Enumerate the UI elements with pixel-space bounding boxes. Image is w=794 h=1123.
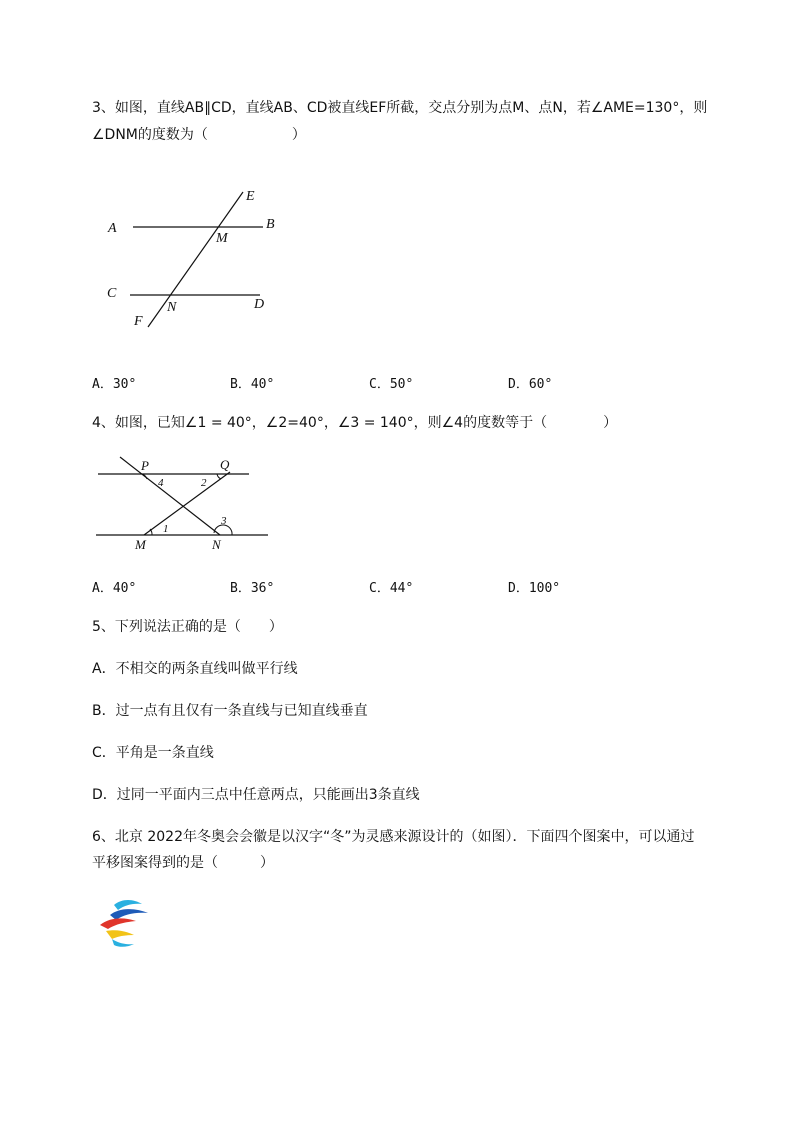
label-c: C bbox=[107, 286, 117, 301]
line-pn bbox=[120, 457, 220, 535]
q4-option-c[interactable]: C．44° bbox=[369, 581, 414, 596]
label-m4: M bbox=[135, 537, 146, 552]
q5-stem: 5、下列说法正确的是（ ） bbox=[92, 619, 283, 635]
winter-olympics-emblem-icon bbox=[96, 895, 152, 951]
q4-option-d[interactable]: D．100° bbox=[508, 581, 561, 596]
label-angle-3: 3 bbox=[221, 515, 227, 527]
q3-option-a[interactable]: A．30° bbox=[92, 377, 137, 392]
label-b: B bbox=[266, 217, 275, 232]
q5-option-a[interactable]: A．不相交的两条直线叫做平行线 bbox=[92, 661, 298, 677]
label-n: N bbox=[167, 300, 177, 315]
label-a: A bbox=[108, 221, 117, 236]
q6-stem-line2: 平移图案得到的是（ ） bbox=[92, 855, 274, 871]
line-qm bbox=[144, 472, 230, 535]
q6-stem-line1: 6、北京 2022年冬奥会会徽是以汉字“冬”为灵感来源设计的（如图）．下面四个图案中，可以通过 bbox=[92, 829, 695, 845]
q3-option-c[interactable]: C．50° bbox=[369, 377, 414, 392]
q5-option-c[interactable]: C．平角是一条直线 bbox=[92, 745, 214, 761]
label-angle-4: 4 bbox=[158, 477, 164, 489]
label-angle-2: 2 bbox=[201, 477, 207, 489]
label-m: M bbox=[216, 231, 228, 246]
label-d: D bbox=[254, 297, 265, 312]
q3-stem-line1: 3、如图，直线AB∥CD，直线AB、CD被直线EF所截，交点分别为点M、点N，若∠AME=130°，则 bbox=[92, 100, 708, 116]
q4-option-a[interactable]: A．40° bbox=[92, 581, 137, 596]
q3-option-b[interactable]: B．40° bbox=[230, 377, 275, 392]
q4-option-b[interactable]: B．36° bbox=[230, 581, 275, 596]
label-p: P bbox=[141, 458, 149, 473]
q3-option-d[interactable]: D．60° bbox=[508, 377, 553, 392]
angle-2-arc bbox=[217, 474, 221, 479]
q4-stem-line1: 4、如图，已知∠1 = 40°，∠2=40°，∠3 = 140°，则∠4的度数等于（ ） bbox=[92, 415, 618, 431]
q5-option-b[interactable]: B．过一点有且仅有一条直线与已知直线垂直 bbox=[92, 703, 368, 719]
label-n4: N bbox=[212, 537, 221, 552]
label-angle-1: 1 bbox=[163, 523, 169, 535]
line-ef bbox=[148, 192, 243, 327]
label-f: F bbox=[134, 314, 143, 329]
q5-option-d[interactable]: D．过同一平面内三点中任意两点，只能画出3条直线 bbox=[92, 787, 420, 803]
label-q: Q bbox=[220, 457, 230, 472]
q3-figure bbox=[100, 180, 290, 335]
label-e: E bbox=[246, 189, 255, 204]
q3-stem-line2: ∠DNM的度数为（ ） bbox=[92, 127, 306, 143]
q4-figure bbox=[94, 452, 274, 556]
